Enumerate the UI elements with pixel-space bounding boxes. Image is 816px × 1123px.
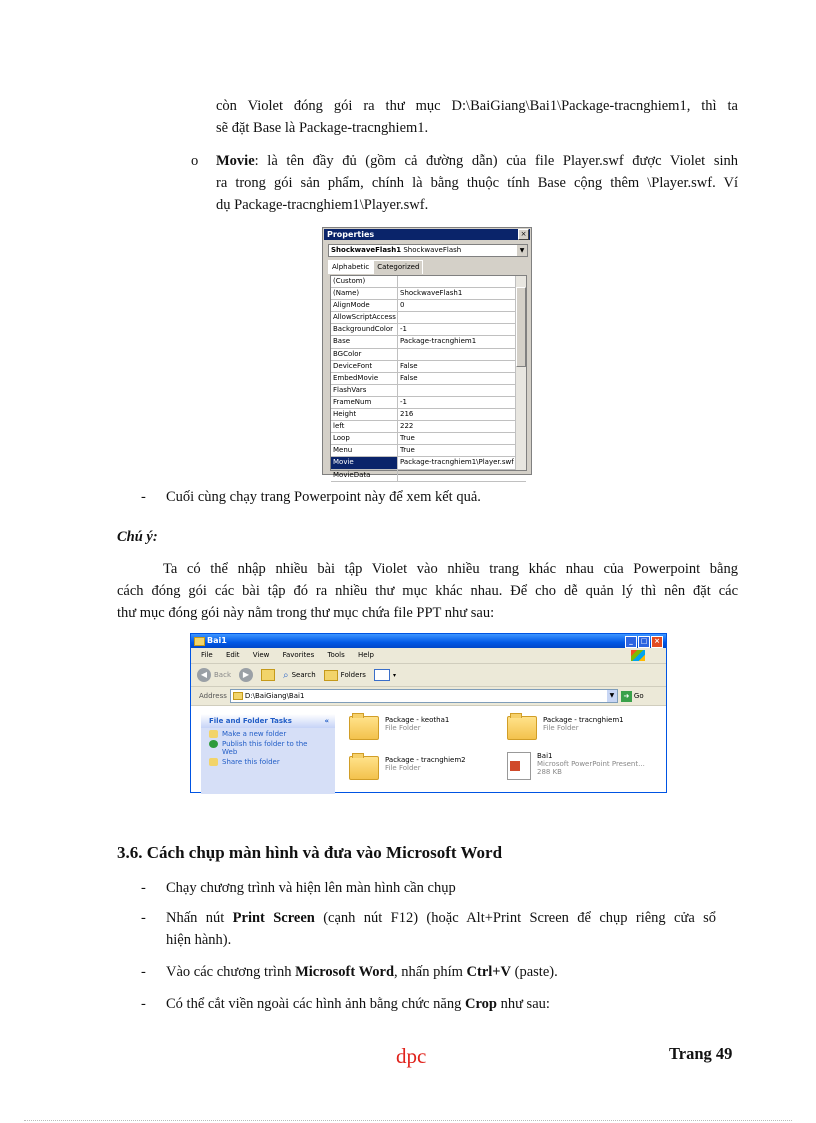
maximize-button[interactable]: □ (638, 636, 650, 648)
property-value: 222 (400, 422, 414, 431)
property-key: FlashVars (331, 385, 398, 396)
step-3-e: (paste). (511, 964, 558, 980)
item-type: File Folder (385, 764, 421, 772)
property-row[interactable] (331, 312, 526, 324)
property-value: True (400, 446, 415, 455)
folder-up-icon (261, 669, 275, 681)
property-value: True (400, 434, 415, 443)
bullet-o: o (191, 153, 199, 169)
property-value: Package-tracnghiem1 (400, 337, 477, 346)
property-key: FrameNum (331, 397, 398, 408)
intro-line-2: sẽ đặt Base là Package-tracnghiem1. (216, 120, 429, 136)
step-4-c: như sau: (496, 996, 550, 1012)
property-key: left (331, 421, 398, 432)
explorer-content (191, 706, 666, 792)
task-publish[interactable] (201, 738, 335, 756)
property-row[interactable] (331, 361, 526, 373)
forward-button[interactable] (239, 668, 253, 682)
folder-icon (194, 637, 205, 646)
note-line-1: Ta có thể nhập nhiều bài tập Violet vào nhiều trang khác nhau của Powerpoint bằng (163, 561, 738, 577)
search-label: Search (291, 671, 316, 679)
property-row[interactable] (331, 324, 526, 336)
movie-line-3: dụ Package-tracnghiem1\Player.swf. (216, 197, 429, 213)
folder-icon (233, 692, 243, 700)
go-button[interactable] (621, 691, 644, 702)
views-button[interactable] (374, 669, 396, 681)
task-share[interactable] (201, 756, 335, 766)
dash: - (141, 489, 146, 505)
step-3-a: Vào các chương trình (166, 964, 296, 980)
movie-term: Movie (216, 153, 255, 169)
ppt-file-item[interactable] (507, 752, 645, 780)
property-grid (330, 275, 527, 479)
share-folder-icon (209, 758, 218, 766)
property-row[interactable] (331, 445, 526, 457)
properties-window (322, 227, 532, 479)
property-row[interactable] (331, 433, 526, 445)
menu-help[interactable]: Help (357, 651, 374, 659)
section-heading: 3.6. Cách chụp màn hình và đưa vào Microsoft Word (117, 843, 503, 862)
powerpoint-file-icon (507, 752, 531, 780)
property-value (398, 312, 526, 323)
property-row[interactable] (331, 300, 526, 312)
minimize-button[interactable]: _ (625, 636, 637, 648)
item-name: Package - tracnghiem1 (543, 716, 624, 724)
property-key: Base (331, 336, 398, 347)
property-row[interactable] (331, 373, 526, 385)
item-name: Package - tracnghiem2 (385, 756, 466, 764)
back-arrow-icon: ◀ (197, 668, 211, 682)
property-key: (Custom) (331, 276, 398, 287)
property-value (398, 276, 526, 287)
property-key: AllowScriptAccess (331, 312, 398, 323)
property-key: AlignMode (331, 300, 398, 311)
step-3-app: Microsoft Word (295, 964, 395, 980)
menu-edit[interactable]: Edit (225, 651, 240, 659)
item-type: File Folder (385, 724, 421, 732)
back-label: Back (214, 671, 231, 679)
up-button[interactable] (261, 669, 275, 681)
dash: - (141, 996, 146, 1012)
property-row[interactable] (331, 288, 526, 300)
note-label: Chú ý: (117, 529, 158, 545)
property-row[interactable] (331, 457, 526, 469)
windows-logo-icon (631, 650, 645, 661)
property-value (398, 470, 526, 481)
tab-alphabetic[interactable]: Alphabetic (328, 260, 373, 274)
property-key: MovieData (331, 470, 398, 481)
dash: - (141, 964, 146, 980)
item-type: File Folder (543, 724, 579, 732)
dash: - (141, 880, 146, 896)
footer-brand: dpc (396, 1044, 427, 1068)
item-name: Package - keotha1 (385, 716, 450, 724)
globe-icon (209, 740, 218, 748)
intro-line-1: còn Violet đóng gói ra thư mục D:\BaiGiang\Bai1\Package-tracnghiem1, thì ta (216, 98, 738, 114)
task-pane (201, 714, 335, 794)
task-label: Publish this folder to the Web (222, 740, 308, 756)
property-row[interactable] (331, 276, 526, 288)
property-key: Menu (331, 445, 398, 456)
movie-desc-1: : là tên đầy đủ (gồm cả đường dẫn) của file Player.swf được Violet sinh (254, 153, 738, 169)
property-key: Movie (331, 457, 398, 468)
explorer-title: Bai1 (207, 636, 227, 645)
step-2-line-1 (166, 907, 716, 929)
property-key: (Name) (331, 288, 398, 299)
property-key: EmbedMovie (331, 373, 398, 384)
property-row[interactable] (331, 385, 526, 397)
item-type: Microsoft PowerPoint Present... (537, 760, 645, 768)
close-button[interactable]: × (651, 636, 663, 648)
property-scrollbar[interactable] (515, 276, 526, 470)
object-name: ShockwaveFlash1 (331, 246, 402, 254)
note-line-2: cách đóng gói các bài tập đó ra nhiều thư mục khác nhau. Để cho dễ quản lý thì nên đặt các (117, 583, 738, 599)
scroll-thumb[interactable] (516, 287, 526, 367)
property-key: Height (331, 409, 398, 420)
forward-arrow-icon: ▶ (239, 668, 253, 682)
explorer-titlebar (191, 634, 666, 648)
note-line-3: thư mục đóng gói này nằm trong thư mục chứa file PPT như sau: (117, 605, 495, 621)
views-icon (374, 669, 390, 681)
toolbar (191, 664, 666, 687)
property-row[interactable] (331, 409, 526, 421)
task-pane-header[interactable] (201, 714, 335, 728)
folder-item[interactable] (349, 716, 449, 740)
property-key: BackgroundColor (331, 324, 398, 335)
property-row[interactable] (331, 470, 526, 482)
address-label: Address (199, 692, 227, 700)
item-size: 288 KB (537, 768, 562, 776)
collapse-chevron-icon[interactable]: « (324, 717, 329, 725)
final-step-text: Cuối cùng chạy trang Powerpoint này để xem kết quả. (166, 489, 481, 505)
folders-button[interactable] (324, 670, 366, 681)
step-4-crop: Crop (464, 996, 497, 1012)
property-value (398, 349, 526, 360)
folders-label: Folders (340, 671, 366, 679)
property-value: False (400, 373, 418, 382)
step-1: Chạy chương trình và hiện lên màn hình cần chụp (166, 880, 456, 896)
menu-favorites[interactable]: Favorites (282, 651, 315, 659)
property-value: 0 (400, 301, 405, 310)
item-name: Bai1 (537, 752, 553, 760)
step-2-a: Nhấn nút (166, 910, 233, 926)
dash: - (141, 910, 146, 926)
address-bar (191, 687, 666, 706)
property-row[interactable] (331, 421, 526, 433)
tab-categorized[interactable]: Categorized (373, 260, 423, 274)
step-4-a: Có thể cắt viền ngoài các hình ảnh bằng chức năng (166, 996, 465, 1012)
folder-icon (507, 716, 537, 740)
property-value: Package-tracnghiem1\Player.swf (400, 458, 514, 467)
property-key: BGColor (331, 349, 398, 360)
go-arrow-icon: ➜ (621, 691, 632, 702)
footer-divider (24, 1120, 792, 1121)
step-4 (166, 993, 550, 1015)
menu-bar (191, 648, 666, 664)
property-value: -1 (400, 397, 407, 406)
folders-icon (324, 670, 338, 681)
search-icon: ⌕ (283, 669, 289, 681)
object-type: ShockwaveFlash (403, 246, 462, 254)
step-3 (166, 961, 558, 983)
folder-item[interactable] (507, 716, 624, 740)
property-row[interactable] (331, 336, 526, 348)
object-selector[interactable] (328, 244, 528, 257)
property-value: -1 (400, 325, 407, 334)
explorer-window (190, 633, 667, 793)
folder-icon (349, 756, 379, 780)
menu-view[interactable]: View (252, 651, 270, 659)
go-label: Go (633, 692, 644, 700)
movie-line-1 (216, 150, 738, 172)
chevron-down-icon: ▾ (392, 671, 396, 679)
property-key: DeviceFont (331, 361, 398, 372)
property-value: ShockwaveFlash1 (400, 289, 463, 298)
search-button[interactable] (283, 670, 316, 681)
task-pane-title: File and Folder Tasks (209, 717, 292, 725)
step-2-key: Print Screen (232, 910, 315, 926)
folder-item[interactable] (349, 756, 466, 780)
step-3-key: Ctrl+V (466, 964, 512, 980)
menu-tools[interactable]: Tools (327, 651, 345, 659)
step-2-c: (cạnh nút F12) (hoặc Alt+Print Screen để chụp riêng cửa sổ (314, 910, 717, 926)
task-label: Share this folder (222, 758, 280, 766)
close-icon[interactable]: × (518, 229, 529, 240)
back-button[interactable] (197, 668, 231, 682)
property-row[interactable] (331, 349, 526, 361)
chevron-down-icon[interactable]: ▼ (517, 245, 527, 256)
task-label: Make a new folder (222, 730, 287, 738)
address-value: D:\BaiGiang\Bai1 (244, 692, 305, 700)
property-row[interactable] (331, 397, 526, 409)
page-number: Trang 49 (669, 1044, 733, 1063)
new-folder-icon (209, 730, 218, 738)
address-input[interactable] (230, 689, 618, 703)
menu-file[interactable]: File (201, 651, 213, 659)
folder-icon (349, 716, 379, 740)
property-value: False (400, 361, 418, 370)
task-make-folder[interactable] (201, 728, 335, 738)
properties-title: Properties (324, 229, 530, 240)
step-3-c: , nhấn phím (394, 964, 467, 980)
property-key: Loop (331, 433, 398, 444)
movie-line-2: ra trong gói sản phẩm, chính là bằng thuộc tính Base cộng thêm \Player.swf. Ví (216, 175, 738, 191)
property-value: 216 (400, 410, 414, 419)
step-2-line-2: hiện hành). (166, 932, 232, 948)
property-value (398, 385, 526, 396)
chevron-down-icon[interactable]: ▼ (607, 690, 617, 702)
